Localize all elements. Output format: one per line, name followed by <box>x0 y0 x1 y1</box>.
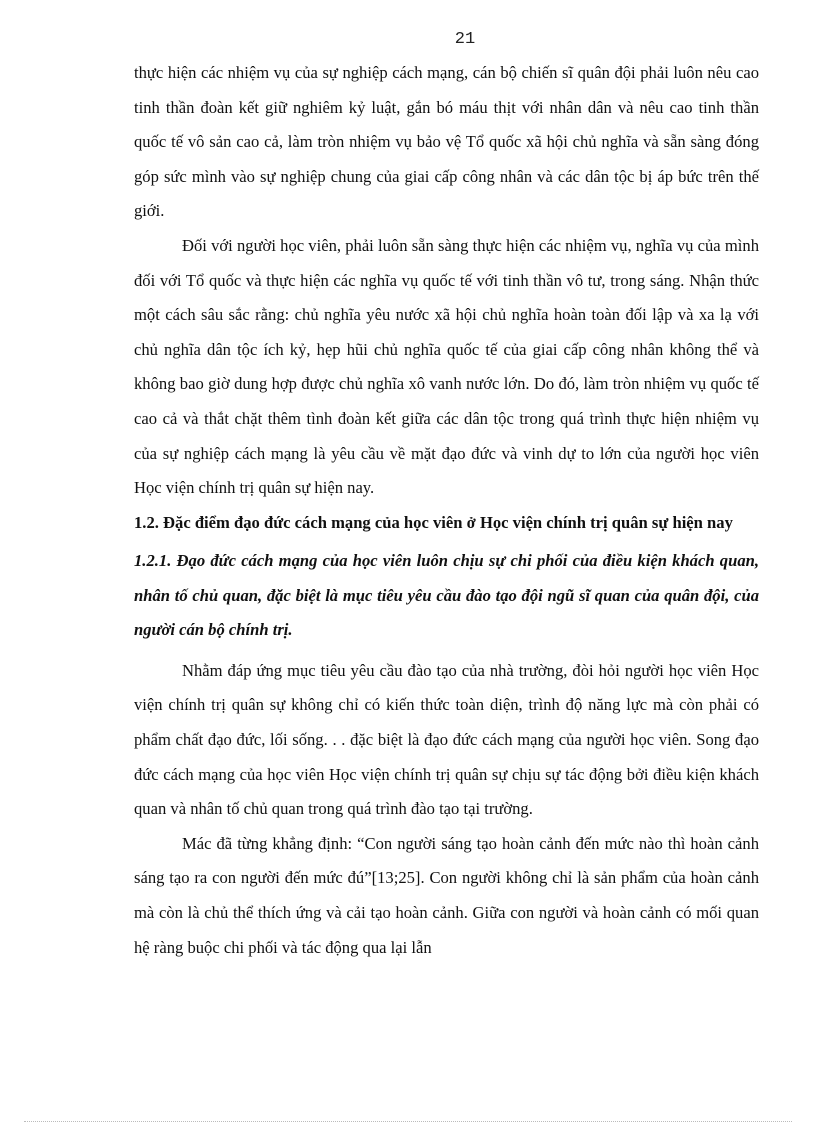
page-bottom-rule <box>24 1121 792 1122</box>
paragraph-continuation: thực hiện các nhiệm vụ của sự nghiệp cách mạng, cán bộ chiến sĩ quân đội phải luôn nêu cao tinh thần đoàn kết giữ nghiêm kỷ luật, gắn bó máu thịt với nhân dân và nêu cao tinh thần quốc tế vô sản cao cả, làm tròn nhiệm vụ bảo vệ Tổ quốc xã hội chủ nghĩa và sẵn sàng đóng góp sức mình vào sự nghiệp chung của giai cấp công nhân và các dân tộc bị áp bức trên thế giới. <box>134 63 759 221</box>
section-heading: 1.2. Đặc điểm đạo đức cách mạng của học viên ở Học viện chính trị quân sự hiện nay <box>134 512 733 532</box>
page-number: 21 <box>454 30 476 49</box>
paragraph-student-duty: Đối với người học viên, phải luôn sẵn sàng thực hiện các nhiệm vụ, nghĩa vụ của mình đối với Tổ quốc và thực hiện các nghĩa vụ quốc tế với tinh thần vô tư, trong sáng. Nhận thức một cách sâu sắc rằng: chủ nghĩa yêu nước xã hội chủ nghĩa hoàn toàn đối lập và xa lạ với chủ nghĩa dân tộc ích kỷ, hẹp hũi chủ nghĩa quốc tế của giai cấp công nhân không thể và không bao giờ dung hợp được chủ nghĩa xô vanh nước lớn. Do đó, làm tròn nhiệm vụ quốc tế cao cả và thắt chặt thêm tình đoàn kết giữa các dân tộc trong quá trình thực hiện nhiệm vụ của sự nghiệp cách mạng là yêu cầu về mặt đạo đức và vinh dự to lớn của người học viên Học viện chính trị quân sự hiện nay. <box>134 235 759 498</box>
paragraph-marx-quote: Mác đã từng khẳng định: “Con người sáng tạo hoàn cảnh đến mức nào thì hoàn cảnh sáng tạo ra con người đến mức đú”[13;25]. Con người không chỉ là sản phẩm của hoàn cảnh mà còn là chủ thể thích ứng và cải tạo hoàn cảnh. Giữa con người và hoàn cảnh có mối quan hệ ràng buộc chi phối và tác động qua lại lẫn <box>134 833 759 957</box>
document-body <box>134 56 759 965</box>
subsection-heading: 1.2.1. Đạo đức cách mạng của học viên luôn chịu sự chi phối của điều kiện khách quan, nhân tố chủ quan, đặc biệt là mục tiêu yêu cầu đào tạo đội ngũ sĩ quan của quân đội, của người cán bộ chính trị. <box>134 551 759 640</box>
paragraph-training-goals: Nhằm đáp ứng mục tiêu yêu cầu đào tạo của nhà trường, đòi hỏi người học viên Học viện chính trị quân sự không chỉ có kiến thức toàn diện, trình độ năng lực mà còn phải có phẩm chất đạo đức, lối sống. . . đặc biệt là đạo đức cách mạng của người học viên. Song đạo đức cách mạng của học viên Học viện chính trị quân sự chịu sự tác động bởi điều kiện khách quan và nhân tố chủ quan trong quá trình đào tạo tại trường. <box>134 660 759 819</box>
